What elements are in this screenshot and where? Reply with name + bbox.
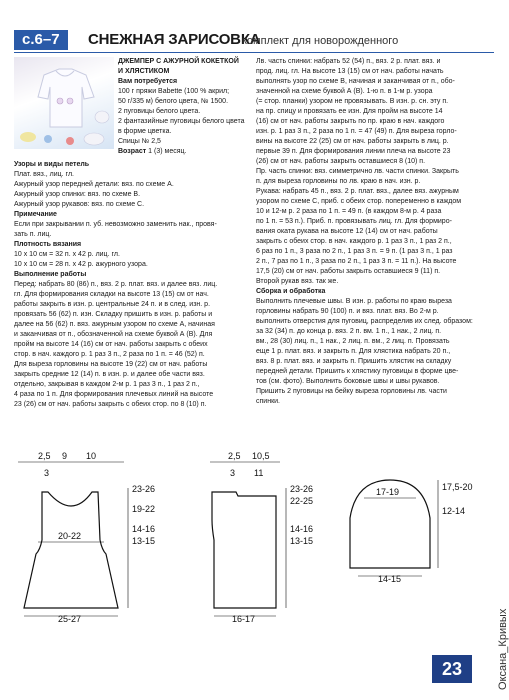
work-heading: Выполнение работы [14,271,87,278]
front-top-width-3: 10 [86,451,97,461]
assembly-line: вм., 28 (30) лиц. п., 1 нак., 2 лиц. п. вм., 2 лиц. п. Провязать [256,338,450,345]
gauge-heading: Плотность вязания [14,241,82,248]
back-line: (26) см от нач. работы закрыть оставшиеся 8 (10) п. [256,158,426,165]
work-line: и заканчивая от п., обозначенной на схеме буквой А (В). Для [14,331,213,338]
back-height-2: 22-25 [290,496,314,506]
front-height-4: 13-15 [132,536,156,546]
back-line: Пр. часть спинки: вяз. симметрично лв. части спинки. Закрыть [256,168,459,175]
work-line: работы закрыть в изн. р. центральные 24 п. и в след. изн. р. [14,301,211,308]
page-range-badge: с.6–7 [14,30,68,50]
item-title-line2: И ХЛЯСТИКОМ [118,68,170,75]
materials-line: в форме цветка. [118,128,172,135]
sleeve-height-1: 17,5-20 [442,482,473,492]
work-line: гл. Для формирования складки на высоте 13 (15) см от нач. [14,291,209,298]
front-top-width-2: 9 [62,451,68,461]
sleeve-line: Второй рукав вяз. так же. [256,278,339,285]
back-hem-width: 16-17 [232,614,256,624]
materials-line: 2 фантазийные пуговицы белого цвета [118,118,245,125]
front-height-2: 19-22 [132,504,156,514]
back-top-small-1: 3 [230,468,236,478]
page-number: 23 [432,655,472,683]
back-top-width-1: 2,5 [228,451,241,461]
assembly-line: горловины набрать 90 (100) п. и вяз. плат. вяз. Во 2-м р. [256,308,439,315]
patterns-line: Ажурный узор спинки: вяз. по схеме В. [14,191,141,198]
materials-line: 2 пуговицы белого цвета. [118,108,201,115]
work-line: пройм на высоте 14 (16) см от нач. работы закрыть с обеих [14,341,208,348]
sleeve-top-width: 17-19 [376,487,400,497]
note-line: зать п. лиц. [14,231,52,238]
assembly-line: Пришить 2 пуговицы на бейку выреза горловины лв. части [256,388,447,395]
front-hem-width: 25-27 [58,614,82,624]
assembly-line: выполнить отверстия для пуговиц, распределив их след. образом: [256,318,473,325]
patterns-heading: Узоры и виды петель [14,161,90,168]
age-label: Возраст [118,148,147,155]
note-heading: Примечание [14,211,57,218]
back-line: Лв. часть спинки: набрать 52 (54) п., вяз. 2 р. плат. вяз. и [256,58,441,65]
materials-line: 100 г пряжи Babette (100 % акрил; [118,88,230,95]
back-line: на пр. спицу и провязать ее изн. Для пройм на высоте 14 [256,108,443,115]
note-line: Если при закрывании п. уб. невозможно заменить нак., провя- [14,221,217,228]
assembly-line: спинки. [256,398,280,405]
sleeve-line: по 1 п. = 53 п.). Приб. п. провязывать лиц. гл. Для формиро- [256,218,452,225]
back-height-3: 14-16 [290,524,314,534]
assembly-line: за 32 (34) п. до конца р. вяз. 2 п. вм. 1 п., 1 нак., 2 лиц. п. [256,328,442,335]
front-chest-width: 20-22 [58,531,82,541]
back-schematic [210,451,313,624]
gauge-line: 10 х 10 см = 28 п. х 42 р. ажурного узора. [14,261,148,268]
assembly-line: передней детали. Пришить к хлястику пуговицы в форме цве- [256,368,459,375]
work-line: Перед: набрать 80 (86) п., вяз. 2 р. плат. вяз. и далее вяз. лиц. [14,281,218,288]
instructions-left-column [14,160,250,410]
page-header [14,30,494,50]
pattern-schematics [14,450,494,624]
gauge-line: 10 х 10 см = 32 п. х 42 р. лиц. гл. [14,251,120,258]
page-subtitle: комплект для новорожденного [242,35,399,47]
header-rule [14,52,494,53]
back-line: вины на высоте 22 (25) см от нач. работы закрыть в лиц. р. [256,138,449,145]
item-title-line1: ДЖЕМПЕР С АЖУРНОЙ КОКЕТКОЙ [118,58,239,65]
front-top-width-1: 2,5 [38,451,51,461]
front-schematic [18,451,155,624]
front-height-3: 14-16 [132,524,156,534]
materials-line: 50 г/335 м) белого цвета, № 1500. [118,98,229,105]
materials-heading: Вам потребуется [118,78,178,85]
patterns-line: Ажурный узор передней детали: вяз. по схеме А. [14,181,174,188]
back-line: изн. р. 1 раз 3 п., 2 раза по 1 п. = 47 (49) п. Для выреза горло- [256,128,457,135]
work-line: провязать 56 (62) п. изн. Складку пришить в изн. р. работы и [14,311,213,318]
work-line: закрыть средние 12 (14) п. в изн. р. и далее обе части вяз. [14,371,205,378]
sleeve-line: Рукава: набрать 45 п., вяз. 2 р. плат. вяз., далее вяз. ажурным [256,188,459,195]
sleeve-bottom-width: 14-15 [378,574,402,584]
age-value: 1 (3) месяц. [148,148,187,155]
back-top-small-2: 11 [254,468,264,478]
watermark: Оксана_Кривых [497,608,509,690]
work-line: 4 раза по 1 п. Для формирования плечевых линий на высоте [14,391,214,398]
sleeve-line: 10 и 12-м р. 2 раза по 1 п. = 49 п. (в каждом 8-м р. 4 раза [256,208,442,215]
sleeve-height-2: 12-14 [442,506,466,516]
sleeve-line: вания оката рукава на высоте 12 (14) см от нач. работы [256,228,438,235]
assembly-line: тов (см. фото). Выполнить боковые швы и швы рукавов. [256,378,440,385]
back-line: значенной на схеме буквой А (В). 1-ю п. в 1-м р. узора [256,88,433,95]
work-line: далее на 56 (62) п. вяз. ажурным узором по схеме А, начиная [14,321,215,328]
page-title: СНЕЖНАЯ ЗАРИСОВКА [88,31,261,48]
sleeve-line: 2 п., 7 раз по 1 п., 3 раза по 2 п., 1 раз 3 п. = 11 п.). На высоте [256,258,457,265]
sleeve-line: 17,5 (20) см от нач. работы закрыть оставшиеся 9 (11) п. [256,268,441,275]
back-height-4: 13-15 [290,536,314,546]
baby-set-illustration [14,57,114,149]
back-line: (16) см от нач. работы закрыть по пр. краю в нач. каждого [256,118,445,125]
back-line: (= стор. планки) узором не провязывать. В изн. р. сн. эту п. [256,98,449,105]
assembly-line: еще 1 р. плат. вяз. и закрыть п. Для хлястика набрать 20 п., [256,348,451,355]
age-line [118,147,250,157]
assembly-heading: Сборка и обработка [256,288,326,295]
work-line: 23 (26) см от нач. работы закрыть с обеих стор. по 8 (10) п. [14,401,207,408]
patterns-line: Плат. вяз., лиц. гл. [14,171,74,178]
back-top-width-2: 10,5 [252,451,270,461]
work-line: отдельно, закрывая в каждом 2-м р. 1 раз 3 п., 1 раз 2 п., [14,381,200,388]
sleeve-line: узором по схеме С, приб. с обеих стор. попеременно в каждом [256,198,462,205]
back-line: первые 39 п. Для формирования линии плеча на высоте 23 [256,148,451,155]
work-line: стор. в нач. каждого р. 1 раз 3 п., 2 раза по 1 п. = 46 (52) п. [14,351,205,358]
back-line: выполнять узор по схеме В, начиная и заканчивая от п., обо- [256,78,455,85]
patterns-line: Ажурный узор рукавов: вяз. по схеме С. [14,201,145,208]
sleeve-schematic [350,480,473,584]
instructions-right-column [256,57,494,407]
materials-line: Спицы № 2,5 [118,138,161,145]
front-top-small: 3 [44,468,50,478]
back-height-1: 23-26 [290,484,314,494]
assembly-line: вяз. 8 р. плат. вяз. и закрыть п. Пришить хлястик на складку [256,358,452,365]
sleeve-line: 6 раз по 1 п., 3 раза по 2 п., 1 раз 3 п. = 9 п. (1 раз 3 п., 1 раз [256,248,453,255]
product-photo [14,57,114,149]
sleeve-line: закрыть с обеих стор. в нач. каждого р. 1 раз 3 п., 1 раз 2 п., [256,238,452,245]
back-line: прод. лиц. гл. На высоте 13 (15) см от нач. работы начать [256,68,444,75]
item-intro [118,57,250,157]
work-line: Для выреза горловины на высоте 19 (22) см от нач. работы [14,361,208,368]
assembly-line: Выполнить плечевые швы. В изн. р. работы по краю выреза [256,298,452,305]
front-height-1: 23-26 [132,484,156,494]
back-line: п. для выреза горловины по лв. краю в нач. изн. р. [256,178,421,185]
